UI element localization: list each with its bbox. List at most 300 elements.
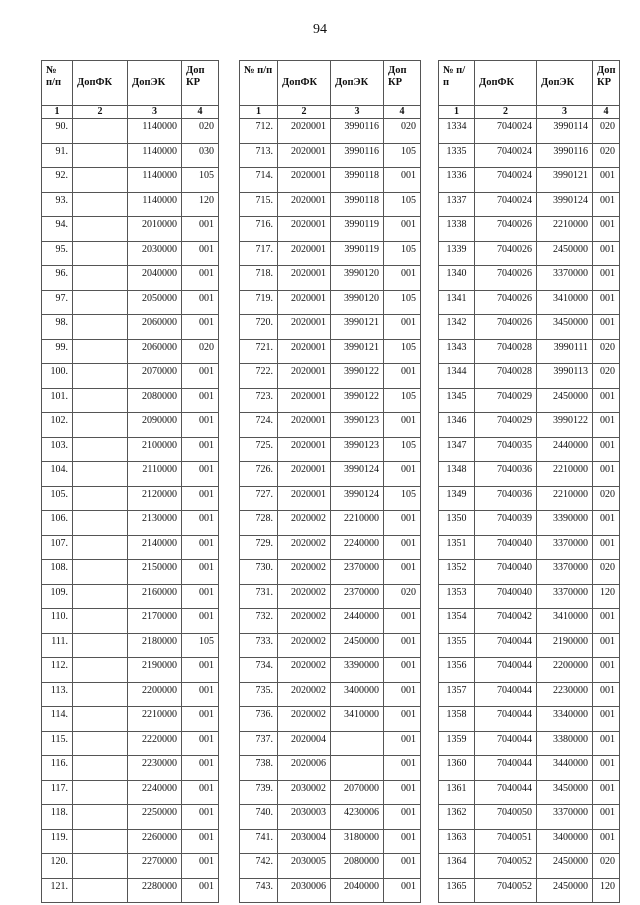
- cell-row-number: 723.: [240, 388, 278, 413]
- table-row: [240, 609, 421, 634]
- cell-dopfk: [73, 486, 128, 511]
- table-row: [240, 217, 421, 242]
- cell-dopek: 2230000: [537, 682, 593, 707]
- header-row: [42, 61, 219, 106]
- table-row: [240, 560, 421, 585]
- cell-dopkr: 105: [384, 437, 421, 462]
- cell-dopkr: 001: [593, 707, 620, 732]
- table-row: [439, 731, 620, 756]
- cell-dopkr: 001: [384, 413, 421, 438]
- cell-row-number: 120.: [42, 854, 73, 879]
- cell-row-number: 90.: [42, 119, 73, 144]
- cell-dopfk: 2020002: [278, 707, 331, 732]
- cell-dopkr: 001: [593, 658, 620, 683]
- cell-dopkr: 001: [593, 731, 620, 756]
- cell-dopfk: 7040028: [475, 339, 537, 364]
- cell-dopek: 2130000: [128, 511, 182, 536]
- cell-dopfk: 2020001: [278, 486, 331, 511]
- cell-row-number: 731.: [240, 584, 278, 609]
- cell-row-number: 1341: [439, 290, 475, 315]
- cell-dopfk: 7040036: [475, 462, 537, 487]
- cell-dopfk: [73, 609, 128, 634]
- cell-dopek: 2030000: [128, 241, 182, 266]
- code-table-1: [41, 60, 219, 903]
- cell-dopek: 2180000: [128, 633, 182, 658]
- cell-row-number: 1346: [439, 413, 475, 438]
- cell-dopfk: [73, 168, 128, 193]
- column-number: 4: [182, 106, 219, 119]
- table-row: [42, 878, 219, 903]
- table-row: [439, 192, 620, 217]
- cell-dopkr: 001: [182, 854, 219, 879]
- cell-dopfk: 2020002: [278, 560, 331, 585]
- cell-dopfk: 7040029: [475, 388, 537, 413]
- cell-dopkr: 001: [593, 290, 620, 315]
- cell-dopkr: 001: [182, 290, 219, 315]
- cell-dopkr: 001: [182, 315, 219, 340]
- table-row: [439, 878, 620, 903]
- table-row: [240, 829, 421, 854]
- cell-dopkr: 001: [384, 780, 421, 805]
- cell-dopkr: 105: [182, 633, 219, 658]
- cell-dopfk: [73, 731, 128, 756]
- cell-dopfk: 7040026: [475, 217, 537, 242]
- cell-row-number: 104.: [42, 462, 73, 487]
- cell-dopfk: 7040026: [475, 241, 537, 266]
- table-row: [42, 780, 219, 805]
- cell-dopfk: 2020002: [278, 584, 331, 609]
- cell-dopkr: 020: [593, 339, 620, 364]
- cell-row-number: 1352: [439, 560, 475, 585]
- cell-dopfk: 7040052: [475, 854, 537, 879]
- cell-dopkr: 001: [182, 437, 219, 462]
- cell-dopkr: 001: [593, 780, 620, 805]
- cell-dopkr: 001: [593, 437, 620, 462]
- cell-dopkr: 001: [384, 266, 421, 291]
- table-row: [439, 633, 620, 658]
- cell-dopek: [331, 756, 384, 781]
- header-dopek: ДопЭК: [537, 61, 593, 106]
- table-row: [42, 241, 219, 266]
- cell-dopfk: [73, 119, 128, 144]
- cell-row-number: 721.: [240, 339, 278, 364]
- table-row: [42, 854, 219, 879]
- cell-dopfk: 2020001: [278, 217, 331, 242]
- cell-dopfk: [73, 878, 128, 903]
- cell-dopek: 3990116: [331, 143, 384, 168]
- table-row: [240, 854, 421, 879]
- table-row: [42, 731, 219, 756]
- cell-dopfk: 7040044: [475, 658, 537, 683]
- cell-dopek: 2210000: [331, 511, 384, 536]
- table-row: [42, 560, 219, 585]
- header-dopkr: Доп КР: [593, 61, 620, 106]
- cell-dopkr: 001: [182, 535, 219, 560]
- cell-row-number: 106.: [42, 511, 73, 536]
- cell-dopfk: 7040040: [475, 560, 537, 585]
- cell-dopfk: 2020001: [278, 266, 331, 291]
- cell-row-number: 114.: [42, 707, 73, 732]
- table-row: [240, 707, 421, 732]
- cell-dopkr: 001: [593, 413, 620, 438]
- cell-dopfk: 7040051: [475, 829, 537, 854]
- cell-dopkr: 020: [384, 584, 421, 609]
- cell-dopek: 3400000: [331, 682, 384, 707]
- cell-row-number: 725.: [240, 437, 278, 462]
- cell-dopfk: [73, 241, 128, 266]
- cell-dopkr: 001: [384, 633, 421, 658]
- cell-row-number: 739.: [240, 780, 278, 805]
- cell-dopfk: 2020002: [278, 658, 331, 683]
- cell-row-number: 1345: [439, 388, 475, 413]
- cell-dopek: 3990121: [537, 168, 593, 193]
- cell-dopek: 2100000: [128, 437, 182, 462]
- cell-dopfk: [73, 682, 128, 707]
- cell-row-number: 1338: [439, 217, 475, 242]
- cell-row-number: 1335: [439, 143, 475, 168]
- cell-dopkr: 001: [182, 609, 219, 634]
- cell-dopkr: 001: [182, 511, 219, 536]
- cell-dopfk: 7040028: [475, 364, 537, 389]
- cell-row-number: 1361: [439, 780, 475, 805]
- table-row: [240, 413, 421, 438]
- cell-dopek: 3410000: [537, 290, 593, 315]
- table-row: [439, 413, 620, 438]
- cell-row-number: 105.: [42, 486, 73, 511]
- cell-dopfk: [73, 854, 128, 879]
- cell-dopfk: 2030006: [278, 878, 331, 903]
- header-dopkr: Доп КР: [182, 61, 219, 106]
- cell-dopek: 3400000: [537, 829, 593, 854]
- cell-dopfk: 7040050: [475, 805, 537, 830]
- table-row: [240, 805, 421, 830]
- header-row: [439, 61, 620, 106]
- cell-dopek: 3370000: [537, 535, 593, 560]
- cell-dopek: 3390000: [331, 658, 384, 683]
- cell-dopfk: 7040044: [475, 756, 537, 781]
- cell-dopek: 3180000: [331, 829, 384, 854]
- cell-dopek: 3450000: [537, 780, 593, 805]
- cell-dopkr: 001: [384, 878, 421, 903]
- cell-dopfk: 7040044: [475, 633, 537, 658]
- cell-dopkr: 001: [384, 805, 421, 830]
- cell-dopfk: 2020001: [278, 315, 331, 340]
- cell-dopek: 2080000: [331, 854, 384, 879]
- cell-dopek: 2080000: [128, 388, 182, 413]
- cell-row-number: 719.: [240, 290, 278, 315]
- cell-dopkr: 001: [384, 658, 421, 683]
- cell-dopek: 2010000: [128, 217, 182, 242]
- column-number: 2: [475, 106, 537, 119]
- cell-dopkr: 001: [384, 707, 421, 732]
- cell-dopfk: [73, 364, 128, 389]
- cell-dopek: 2150000: [128, 560, 182, 585]
- cell-dopek: 2170000: [128, 609, 182, 634]
- cell-row-number: 98.: [42, 315, 73, 340]
- cell-dopek: 3990118: [331, 168, 384, 193]
- cell-dopfk: [73, 315, 128, 340]
- cell-dopfk: 7040039: [475, 511, 537, 536]
- cell-dopfk: [73, 633, 128, 658]
- cell-row-number: 103.: [42, 437, 73, 462]
- cell-dopek: 3410000: [331, 707, 384, 732]
- cell-dopek: 3380000: [537, 731, 593, 756]
- cell-dopfk: [73, 560, 128, 585]
- cell-row-number: 728.: [240, 511, 278, 536]
- cell-dopek: 2140000: [128, 535, 182, 560]
- cell-dopek: 2450000: [537, 878, 593, 903]
- header-dopkr: Доп КР: [384, 61, 421, 106]
- cell-row-number: 740.: [240, 805, 278, 830]
- cell-row-number: 1363: [439, 829, 475, 854]
- cell-dopfk: [73, 290, 128, 315]
- cell-dopek: 2070000: [331, 780, 384, 805]
- cell-dopek: 2050000: [128, 290, 182, 315]
- cell-dopek: 2210000: [537, 462, 593, 487]
- table-row: [439, 560, 620, 585]
- cell-row-number: 718.: [240, 266, 278, 291]
- cell-dopkr: 001: [182, 682, 219, 707]
- table-row: [42, 266, 219, 291]
- cell-dopkr: 001: [182, 560, 219, 585]
- table-row: [240, 290, 421, 315]
- cell-row-number: 712.: [240, 119, 278, 144]
- table-row: [42, 437, 219, 462]
- column-number: 2: [73, 106, 128, 119]
- table-row: [42, 682, 219, 707]
- cell-row-number: 1344: [439, 364, 475, 389]
- table-row: [439, 584, 620, 609]
- cell-row-number: 722.: [240, 364, 278, 389]
- table-row: [240, 878, 421, 903]
- cell-dopek: 3990118: [331, 192, 384, 217]
- cell-row-number: 96.: [42, 266, 73, 291]
- table-row: [42, 168, 219, 193]
- table-row: [439, 707, 620, 732]
- cell-dopfk: 2020001: [278, 290, 331, 315]
- table-row: [240, 339, 421, 364]
- cell-row-number: 742.: [240, 854, 278, 879]
- cell-dopfk: 7040052: [475, 878, 537, 903]
- cell-dopek: 2450000: [537, 854, 593, 879]
- table-row: [240, 364, 421, 389]
- cell-dopkr: 001: [182, 364, 219, 389]
- cell-row-number: 108.: [42, 560, 73, 585]
- code-table-3: [438, 60, 620, 903]
- cell-dopfk: 2020004: [278, 731, 331, 756]
- cell-dopek: 2210000: [537, 217, 593, 242]
- header-dopfk: ДопФК: [475, 61, 537, 106]
- cell-dopkr: 120: [593, 584, 620, 609]
- table-row: [240, 168, 421, 193]
- cell-dopfk: [73, 462, 128, 487]
- cell-dopek: 2040000: [331, 878, 384, 903]
- cell-row-number: 1336: [439, 168, 475, 193]
- cell-dopek: 1140000: [128, 168, 182, 193]
- table-row: [42, 511, 219, 536]
- cell-dopfk: 2030005: [278, 854, 331, 879]
- cell-dopkr: 030: [182, 143, 219, 168]
- table-row: [240, 388, 421, 413]
- cell-dopkr: 001: [182, 486, 219, 511]
- cell-dopkr: 001: [593, 388, 620, 413]
- table-row: [439, 805, 620, 830]
- cell-dopfk: [73, 584, 128, 609]
- table-row: [240, 756, 421, 781]
- cell-dopek: 4230006: [331, 805, 384, 830]
- table-row: [42, 486, 219, 511]
- cell-dopkr: 001: [384, 535, 421, 560]
- cell-row-number: 1359: [439, 731, 475, 756]
- cell-dopek: 2260000: [128, 829, 182, 854]
- table-row: [240, 315, 421, 340]
- cell-dopfk: 2020002: [278, 511, 331, 536]
- cell-dopek: 2450000: [537, 388, 593, 413]
- column-number: 4: [593, 106, 620, 119]
- cell-dopek: 2070000: [128, 364, 182, 389]
- cell-row-number: 99.: [42, 339, 73, 364]
- cell-dopkr: 001: [384, 560, 421, 585]
- cell-dopfk: [73, 192, 128, 217]
- cell-row-number: 1362: [439, 805, 475, 830]
- cell-row-number: 1354: [439, 609, 475, 634]
- cell-dopkr: 001: [182, 756, 219, 781]
- cell-dopfk: 2020002: [278, 633, 331, 658]
- cell-dopek: 3990122: [331, 388, 384, 413]
- table-row: [42, 633, 219, 658]
- cell-dopek: 3990120: [331, 266, 384, 291]
- table-row: [42, 290, 219, 315]
- cell-dopkr: 001: [593, 682, 620, 707]
- header-dopek: ДопЭК: [331, 61, 384, 106]
- cell-dopek: 2280000: [128, 878, 182, 903]
- cell-row-number: 738.: [240, 756, 278, 781]
- cell-dopek: 3990121: [331, 315, 384, 340]
- cell-dopek: 2450000: [331, 633, 384, 658]
- cell-dopfk: 2020002: [278, 609, 331, 634]
- cell-row-number: 97.: [42, 290, 73, 315]
- table-row: [240, 119, 421, 144]
- cell-dopek: 2060000: [128, 315, 182, 340]
- table-row: [42, 707, 219, 732]
- cell-dopfk: 2020001: [278, 413, 331, 438]
- cell-dopkr: 001: [384, 854, 421, 879]
- table-row: [240, 584, 421, 609]
- cell-row-number: 736.: [240, 707, 278, 732]
- table-row: [439, 829, 620, 854]
- cell-row-number: 95.: [42, 241, 73, 266]
- cell-dopek: 2040000: [128, 266, 182, 291]
- cell-row-number: 1357: [439, 682, 475, 707]
- cell-dopkr: 020: [182, 119, 219, 144]
- table-row: [240, 633, 421, 658]
- table-row: [439, 756, 620, 781]
- table-row: [439, 168, 620, 193]
- column-number: 1: [42, 106, 73, 119]
- cell-dopkr: 001: [593, 756, 620, 781]
- cell-dopfk: 2020001: [278, 143, 331, 168]
- table-row: [240, 511, 421, 536]
- cell-row-number: 94.: [42, 217, 73, 242]
- cell-dopek: 2090000: [128, 413, 182, 438]
- cell-dopek: 1140000: [128, 192, 182, 217]
- cell-dopkr: 001: [384, 609, 421, 634]
- cell-row-number: 1353: [439, 584, 475, 609]
- cell-dopek: 2240000: [128, 780, 182, 805]
- cell-row-number: 110.: [42, 609, 73, 634]
- cell-dopfk: [73, 388, 128, 413]
- cell-dopkr: 020: [384, 119, 421, 144]
- cell-dopfk: [73, 780, 128, 805]
- column-number: 3: [537, 106, 593, 119]
- table-row: [439, 119, 620, 144]
- cell-row-number: 733.: [240, 633, 278, 658]
- table-row: [439, 241, 620, 266]
- cell-dopfk: 7040040: [475, 535, 537, 560]
- cell-row-number: 1364: [439, 854, 475, 879]
- cell-row-number: 1334: [439, 119, 475, 144]
- table-row: [42, 413, 219, 438]
- cell-dopkr: 105: [384, 241, 421, 266]
- cell-dopkr: 001: [384, 462, 421, 487]
- cell-dopek: 2160000: [128, 584, 182, 609]
- header-num: № п/п: [439, 61, 475, 106]
- cell-dopek: 2200000: [537, 658, 593, 683]
- cell-row-number: 1358: [439, 707, 475, 732]
- table-row: [439, 437, 620, 462]
- cell-row-number: 116.: [42, 756, 73, 781]
- cell-dopfk: [73, 658, 128, 683]
- cell-dopkr: 001: [593, 462, 620, 487]
- cell-dopfk: 2020001: [278, 119, 331, 144]
- cell-row-number: 1342: [439, 315, 475, 340]
- cell-row-number: 720.: [240, 315, 278, 340]
- cell-dopek: 1140000: [128, 143, 182, 168]
- column-number-row: [439, 106, 620, 119]
- cell-dopek: 2450000: [537, 241, 593, 266]
- cell-dopfk: [73, 413, 128, 438]
- cell-dopkr: 001: [593, 168, 620, 193]
- cell-dopkr: 001: [182, 266, 219, 291]
- cell-dopkr: 105: [182, 168, 219, 193]
- table-row: [439, 462, 620, 487]
- cell-dopek: 2230000: [128, 756, 182, 781]
- table-row: [439, 682, 620, 707]
- cell-dopek: 3990124: [331, 462, 384, 487]
- cell-row-number: 732.: [240, 609, 278, 634]
- cell-row-number: 107.: [42, 535, 73, 560]
- cell-dopkr: 001: [593, 315, 620, 340]
- header-dopfk: ДопФК: [278, 61, 331, 106]
- cell-row-number: 730.: [240, 560, 278, 585]
- cell-dopkr: 001: [593, 217, 620, 242]
- table-row: [439, 364, 620, 389]
- cell-dopkr: 020: [593, 854, 620, 879]
- cell-dopek: 2060000: [128, 339, 182, 364]
- cell-row-number: 92.: [42, 168, 73, 193]
- cell-row-number: 113.: [42, 682, 73, 707]
- header-dopfk: ДопФК: [73, 61, 128, 106]
- cell-dopkr: 001: [593, 511, 620, 536]
- cell-dopek: 3990123: [331, 413, 384, 438]
- table-row: [42, 217, 219, 242]
- cell-dopek: 2190000: [537, 633, 593, 658]
- cell-row-number: 735.: [240, 682, 278, 707]
- cell-row-number: 91.: [42, 143, 73, 168]
- cell-row-number: 734.: [240, 658, 278, 683]
- table-row: [42, 143, 219, 168]
- cell-row-number: 1347: [439, 437, 475, 462]
